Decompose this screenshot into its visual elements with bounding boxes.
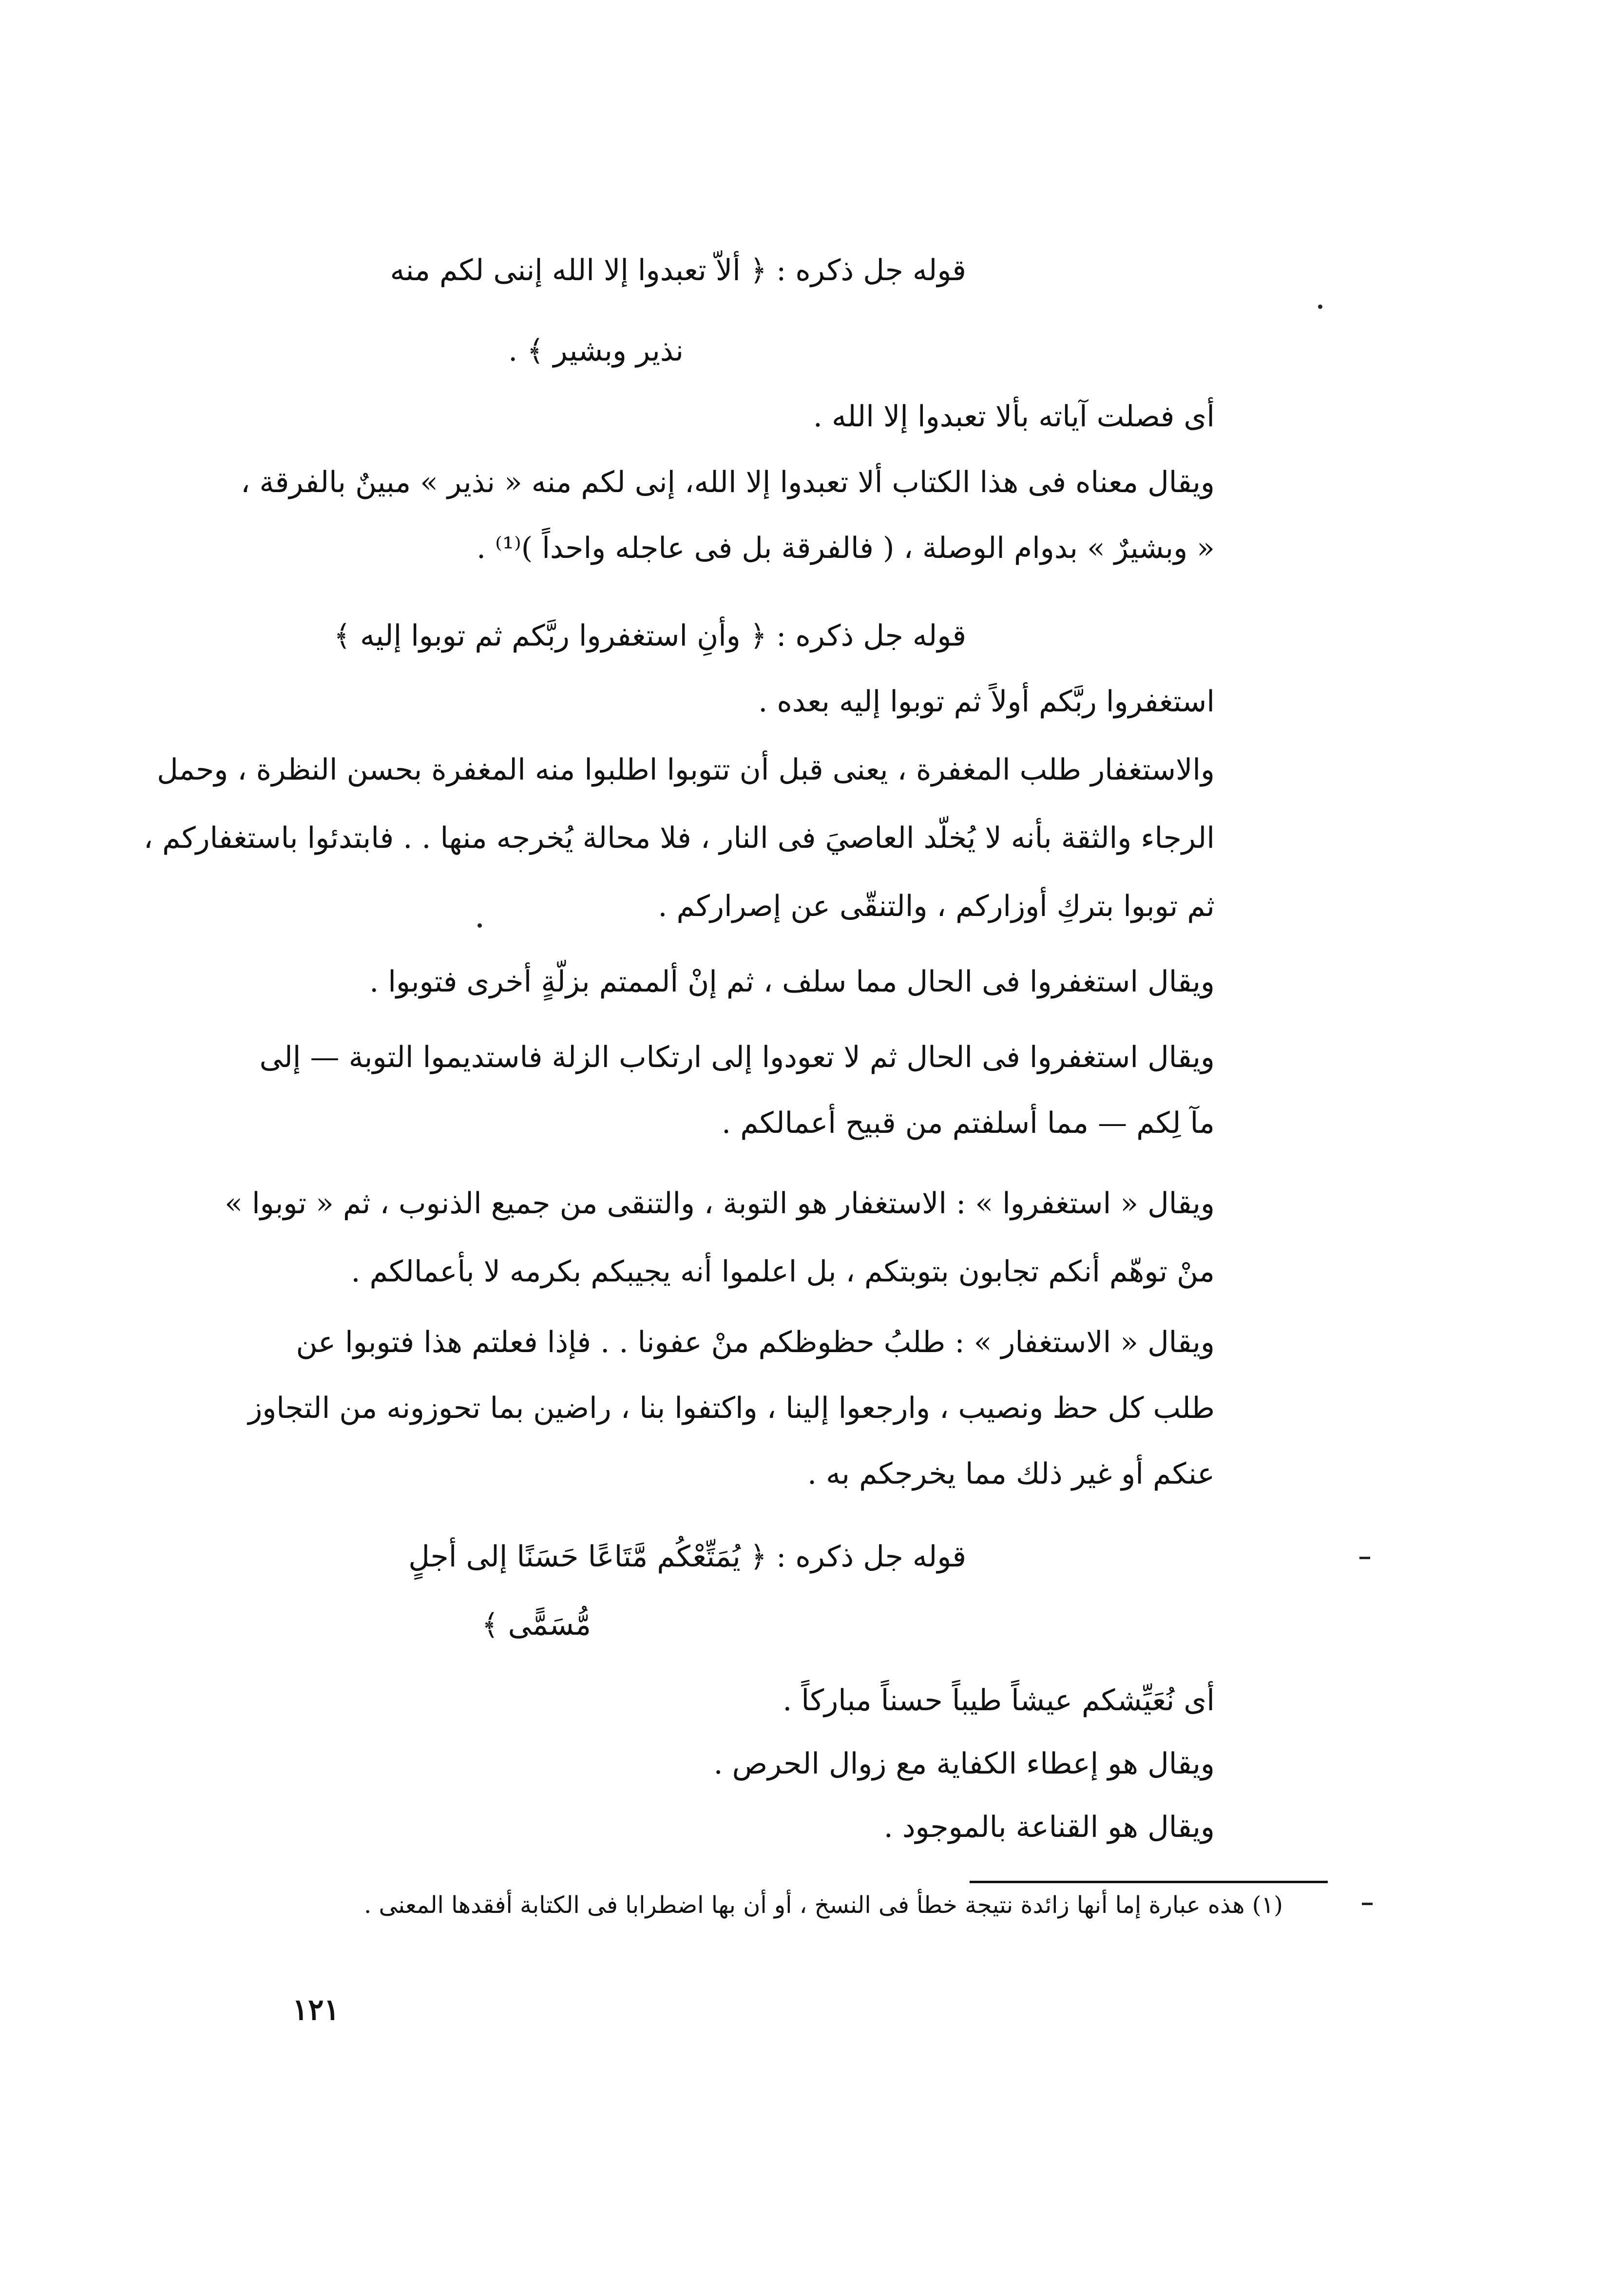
text-line: منْ توهّم أنكم تجابون بتوبتكم ، بل اعلموا أنه يجيبكم بكرمه لا بأعمالكم .	[351, 1255, 1215, 1289]
scan-speck	[1359, 1557, 1370, 1559]
text-line: ويقال هو القناعة بالموجود .	[883, 1810, 1215, 1844]
footnote-separator	[970, 1881, 1328, 1883]
text-line: ويقال استغفروا فى الحال مما سلف ، ثم إنْ ألممتم بزلّةٍ أخرى فتوبوا .	[369, 965, 1215, 999]
scan-speck	[1362, 1903, 1373, 1905]
text-line: ويقال « استغفروا » : الاستغفار هو التوبة ، والتنقى من جميع الذنوب ، ثم « توبوا »	[225, 1186, 1215, 1221]
page-number: ١٢١	[292, 1993, 340, 2027]
quran-verse-line: قوله جل ذكره : ﴿ ألاّ تعبدوا إلا الله إننى لكم منه	[390, 253, 966, 287]
text-line: « وبشيرٌ » بدوام الوصلة ، ( فالفرقة بل فى عاجله واحداً )⁽¹⁾ .	[477, 531, 1215, 565]
text-line: ويقال استغفروا فى الحال ثم لا تعودوا إلى ارتكاب الزلة فاستديموا التوبة — إلى	[259, 1040, 1215, 1074]
quran-verse-line: نذير وبشير ﴾ .	[508, 334, 684, 368]
scan-speck	[1318, 305, 1322, 309]
text-line: ويقال « الاستغفار » : طلبُ حظوظكم منْ عفونا . . فإذا فعلتم هذا فتوبوا عن	[296, 1325, 1215, 1359]
text-line: ويقال هو إعطاء الكفاية مع زوال الحرص .	[713, 1747, 1215, 1781]
quran-verse-line: قوله جل ذكره : ﴿ وأنِ استغفروا ربَّكم ثم توبوا إليه ﴾	[333, 619, 966, 653]
quran-verse-line: مُّسَمًّى ﴾	[481, 1608, 591, 1642]
text-line: ويقال معناه فى هذا الكتاب ألا تعبدوا إلا الله، إنى لكم منه « نذير » مبينٌ بالفرقة ،	[240, 465, 1215, 499]
text-line: أى نُعَيِّشكم عيشاً طيباً حسناً مباركاً .	[783, 1683, 1215, 1718]
scan-speck	[478, 923, 482, 928]
footnote: (١) هذه عبارة إما أنها زائدة نتيجة خطأ فى النسخ ، أو أن بها اضطرابا فى الكتابة أفقدها المعنى .	[363, 1891, 1283, 1919]
text-line: أى فصلت آياته بألا تعبدوا إلا الله .	[813, 400, 1215, 434]
text-line: طلب كل حظ ونصيب ، وارجعوا إلينا ، واكتفوا بنا ، راضين بما تحوزونه من التجاوز	[248, 1391, 1215, 1425]
text-line: عنكم أو غير ذلك مما يخرجكم به .	[807, 1457, 1215, 1491]
text-line: والاستغفار طلب المغفرة ، يعنى قبل أن تتوبوا اطلبوا منه المغفرة بحسن النظرة ، وحمل	[156, 753, 1215, 787]
text-line: الرجاء والثقة بأنه لا يُخلّد العاصيَ فى النار ، فلا محالة يُخرجه منها . . فابتدئوا باستغفاركم ،	[143, 821, 1215, 855]
quran-verse-line: قوله جل ذكره : ﴿ يُمَتِّعْكُم مَّتَاعًا حَسَنًا إلى أجلٍ	[408, 1540, 966, 1574]
text-line: استغفروا ربَّكم أولاً ثم توبوا إليه بعده .	[758, 685, 1215, 719]
text-line: مآ لِكم — مما أسلفتم من قبيح أعمالكم .	[722, 1106, 1215, 1140]
text-line: ثم توبوا بتركِ أوزاركم ، والتنقّى عن إصراركم .	[658, 889, 1215, 923]
